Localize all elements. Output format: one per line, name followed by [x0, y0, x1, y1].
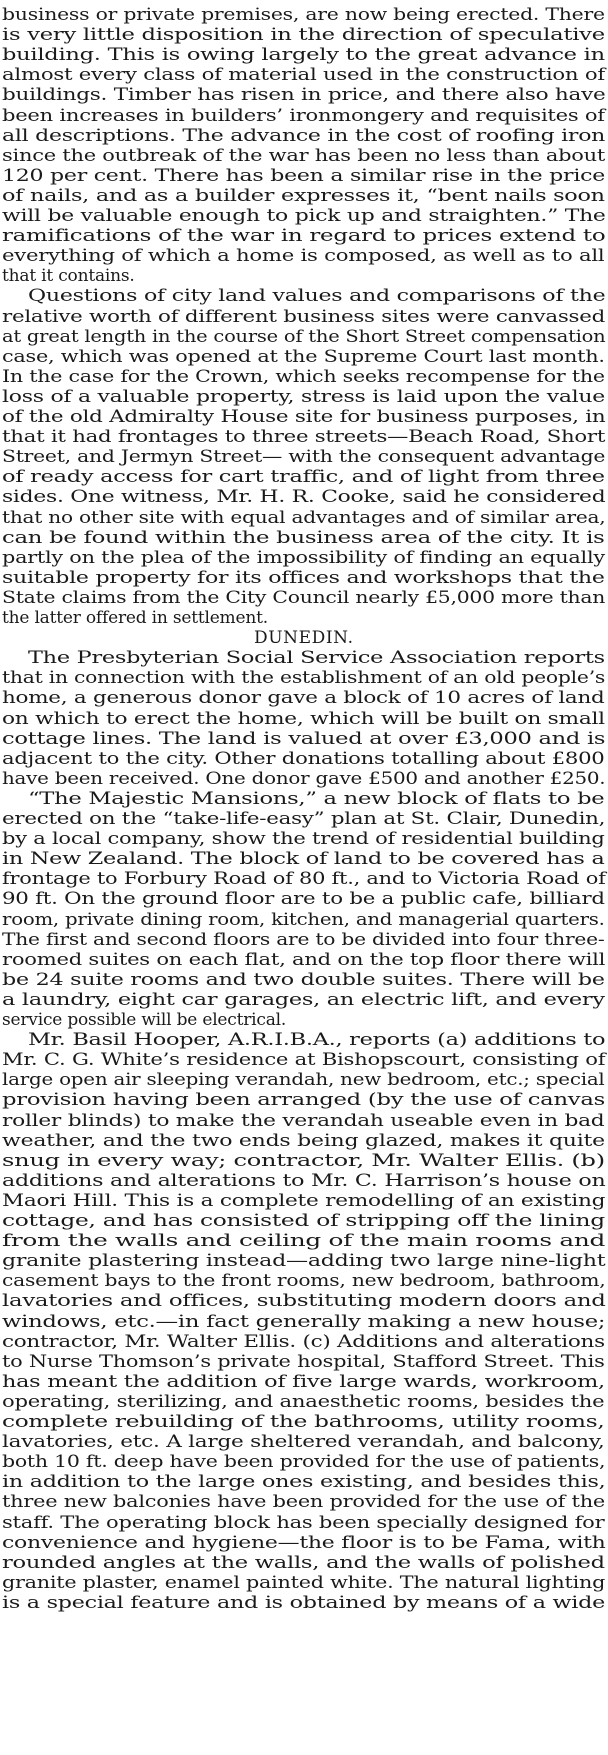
text-line: granite plaster, enamel painted white. The natural lighting [2, 1572, 606, 1593]
text-line: Mr. C. G. White’s residence at Bishopscourt, consisting of [2, 1050, 606, 1071]
text-line: both 10 ft. deep have been provided for the use of patients, [2, 1452, 606, 1473]
text-line: convenience and hygiene—the floor is to be Fama, with [2, 1532, 606, 1553]
text-line: snug in every way; contractor, Mr. Walter Ellis. (b) [2, 1150, 605, 1171]
text-line: contractor, Mr. Walter Ellis. (c) Additions and alterations [2, 1331, 605, 1352]
text-line: will be valuable enough to pick up and straighten.” The [2, 206, 606, 226]
text-line: The Presbyterian Social Service Association reports [28, 648, 605, 669]
text-line: provision having been arranged (by the use of canvas [2, 1090, 605, 1111]
text-line: by a local company, show the trend of residential building [2, 829, 605, 850]
text-line: be 24 suite rooms and two double suites. There will be [2, 969, 605, 990]
text-line: in New Zealand. The block of land to be covered has a [2, 849, 605, 870]
text-line: 90 ft. On the ground floor are to be a public cafe, billiard [2, 889, 605, 910]
text-line: lavatories and offices, substituting modern doors and [2, 1291, 606, 1312]
text-line: buildings. Timber has risen in price, and there also have [2, 85, 606, 106]
text-line: sides. One witness, Mr. H. R. Cooke, said he considered [2, 487, 606, 508]
text-line: suitable property for its offices and workshops that the [2, 567, 605, 588]
text-line: since the outbreak of the war has been no less than about [2, 145, 606, 166]
text-line: is very little disposition in the direction of speculative [2, 25, 605, 46]
text-line: Mr. Basil Hooper, A.R.I.B.A., reports (a) additions to [28, 1030, 606, 1051]
text-line: loss of a valuable property, stress is laid upon the value [2, 386, 606, 407]
text-line: three new balconies have been provided for the use of the [2, 1492, 606, 1513]
text-line: home, a generous donor gave a block of 10 acres of land [2, 688, 605, 709]
text-line: been increases in builders’ ironmongery and requisites of [2, 105, 605, 126]
text-line: has meant the addition of five large wards, workroom, [2, 1371, 605, 1392]
text-line: roller blinds) to make the verandah useable even in bad [2, 1110, 605, 1131]
text-line: complete rebuilding of the bathrooms, utility rooms, [2, 1412, 605, 1432]
text-line: partly on the plea of the impossibility of finding an equally [2, 547, 605, 568]
text-line: a laundry, eight car garages, an electric lift, and every [2, 989, 605, 1010]
text-line: that no other site with equal advantages and of similar area, [2, 507, 606, 528]
text-line: In the case for the Crown, which seeks recompense for the [2, 366, 605, 387]
text-line: frontage to Forbury Road of 80 ft., and to Victoria Road of [2, 869, 606, 890]
text-line: on which to erect the home, which will be built on small [2, 708, 605, 729]
text-line: rounded angles at the walls, and the walls of polished [2, 1552, 605, 1573]
text-line: 120 per cent. There has been a similar rise in the price [2, 165, 605, 186]
text-line: room, private dining room, kitchen, and managerial quarters. [2, 909, 605, 930]
text-line: adjacent to the city. Other donations totalling about £800 [2, 748, 605, 769]
text-line: that it had frontages to three streets—Beach Road, Short [2, 427, 606, 448]
text-line: building. This is owing largely to the great advance in [2, 45, 605, 66]
text-line: Questions of city land values and comparisons of the [28, 286, 606, 307]
text-line: weather, and the two ends being glazed, makes it quite [2, 1130, 605, 1151]
text-line: all descriptions. The advance in the cost of roofing iron [2, 125, 606, 146]
text-line: staff. The operating block has been specially designed for [2, 1512, 605, 1533]
text-line: granite plastering instead—adding two large nine-light [2, 1251, 606, 1272]
text-line: operating, sterilizing, and anaesthetic rooms, besides the [2, 1391, 605, 1412]
text-line: lavatories, etc. A large sheltered verandah, and balcony, [2, 1432, 605, 1453]
text-line: in addition to the large ones existing, and besides this, [2, 1472, 606, 1493]
text-line: to Nurse Thomson’s private hospital, Stafford Street. This [2, 1351, 605, 1372]
text-line: have been received. One donor gave £500 and another £250. [2, 768, 606, 789]
text-line: almost every class of material used in the construction of [2, 65, 605, 86]
text-line: “The Majestic Mansions,” a new block of flats to be [28, 788, 605, 809]
text-line: is a special feature and is obtained by means of a wide [2, 1592, 605, 1613]
text-line: business or private premises, are now being erected. There [2, 5, 605, 25]
text-line: of the old Admiralty House site for business purposes, in [2, 407, 606, 427]
text-line: case, which was opened at the Supreme Court last month. [2, 346, 605, 367]
text-line: everything of which a home is composed, as well as to all [2, 246, 605, 267]
text-line: from the walls and ceiling of the main rooms and [2, 1231, 606, 1252]
text-line: of nails, and as a builder expresses it, “bent nails soon [2, 185, 605, 206]
text-line: windows, etc.—in fact generally making a new house; [2, 1311, 606, 1332]
text-line: Maori Hill. This is a complete remodelling of an existing [2, 1190, 606, 1211]
text-line: can be found within the business area of the city. It is [2, 527, 605, 548]
text-line: cottage lines. The land is valued at over £3,000 and is [2, 728, 606, 749]
text-line: that in connection with the establishment of an old people’s [2, 668, 606, 689]
text-line: cottage, and has consisted of stripping off the lining [2, 1211, 605, 1231]
text-line: at great length in the course of the Short Street compensation [2, 326, 606, 347]
text-line: that it contains. [2, 266, 135, 287]
text-line: additions and alterations to Mr. C. Harrison’s house on [2, 1170, 606, 1191]
text-line: Street, and Jermyn Street— with the consequent advantage [2, 447, 606, 468]
text-line: service possible will be electrical. [2, 1010, 287, 1030]
text-line: ramifications of the war in regard to prices extend to [2, 226, 606, 247]
text-line: of ready access for cart traffic, and of light from three [2, 467, 605, 488]
text-line: roomed suites on each flat, and on the top floor there will [2, 949, 606, 970]
text-line: erected on the “take-life-easy” plan at St. Clair, Dunedin, [2, 809, 606, 829]
text-line: the latter offered in settlement. [2, 608, 268, 628]
text-line: The first and second floors are to be divided into four three- [2, 929, 605, 950]
text-line: relative worth of different business sites were canvassed [2, 306, 606, 327]
section-heading: DUNEDIN. [254, 628, 354, 649]
text-line: large open air sleeping verandah, new bedroom, etc.; special [2, 1070, 605, 1091]
text-line: State claims from the City Council nearly £5,000 more than [2, 587, 606, 608]
text-line: casement bays to the front rooms, new bedroom, bathroom, [2, 1271, 606, 1292]
